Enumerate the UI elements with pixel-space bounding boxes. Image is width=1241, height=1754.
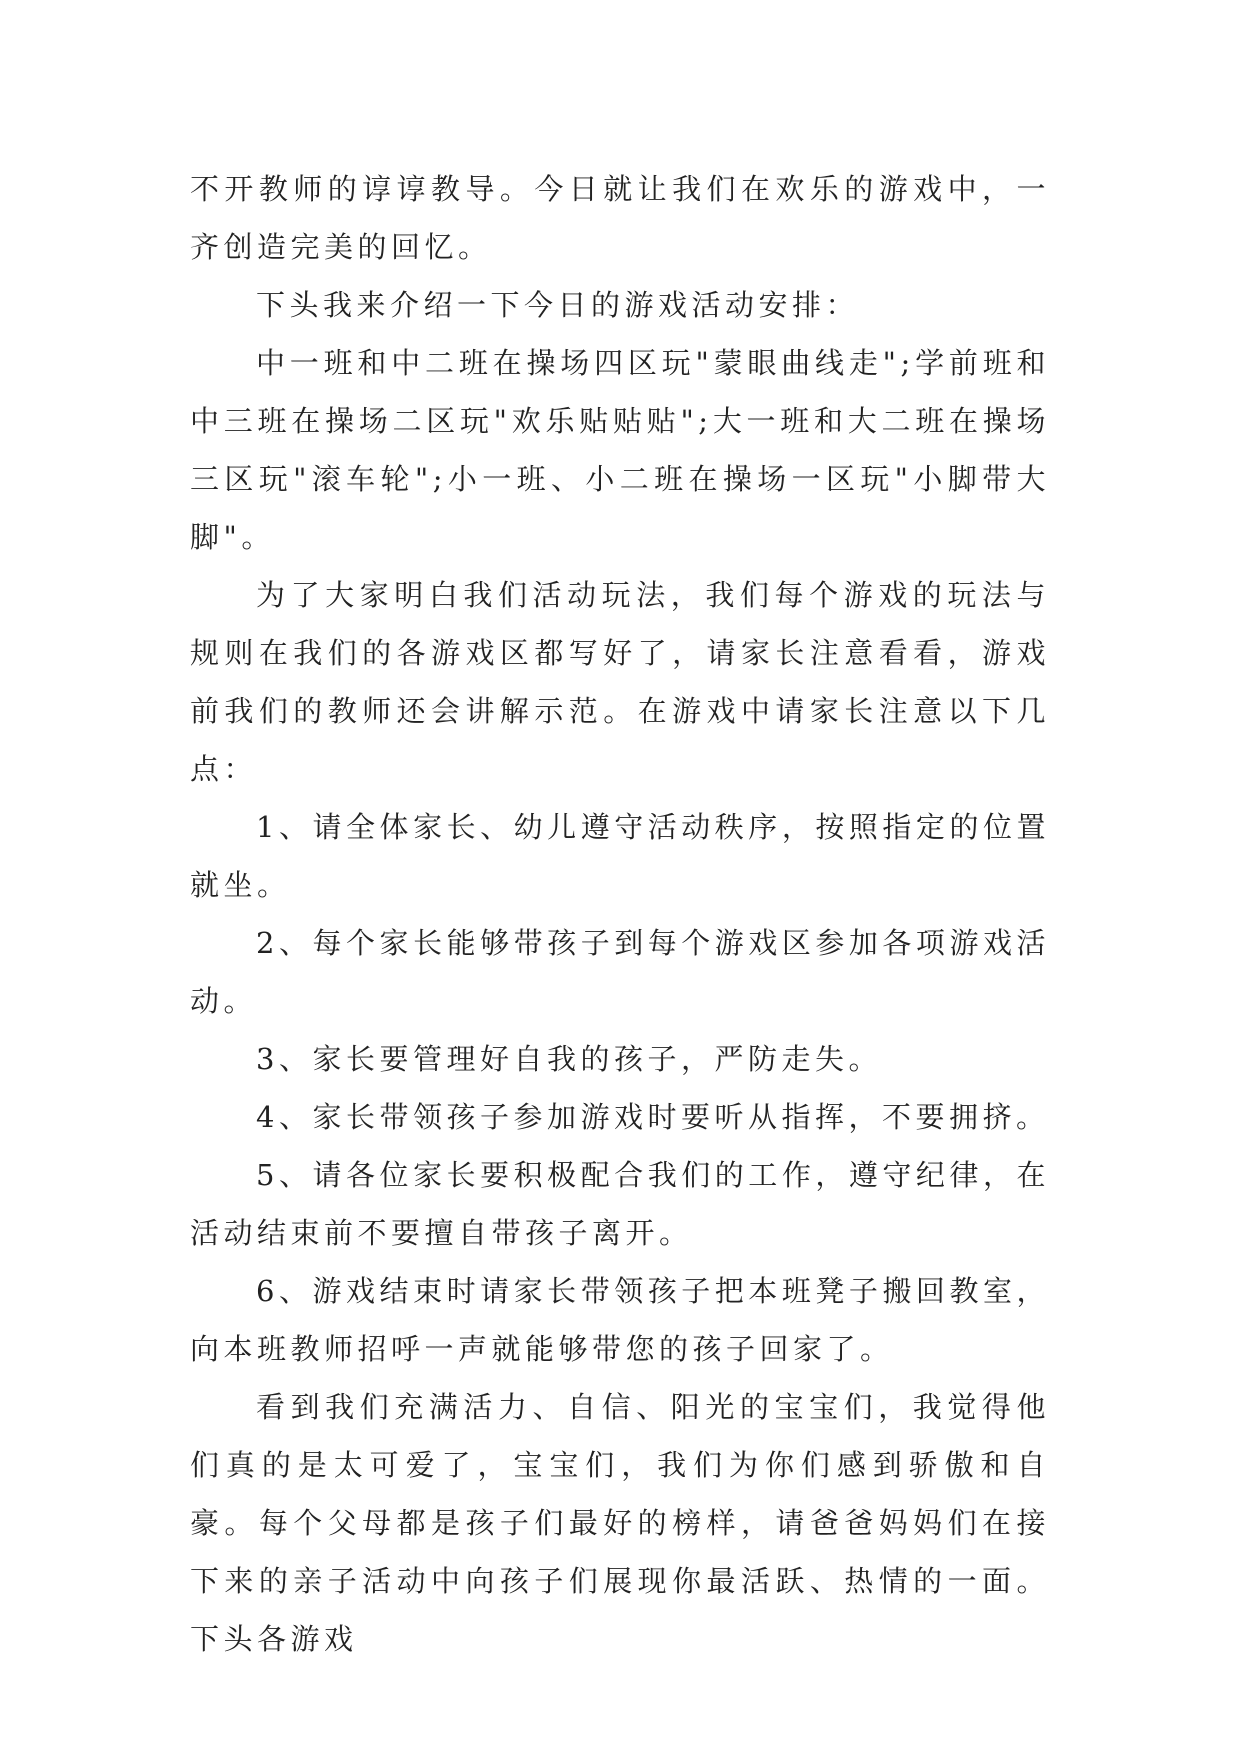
paragraph-closing: 看到我们充满活力、自信、阳光的宝宝们，我觉得他们真的是太可爱了，宝宝们，我们为你们感到骄傲和自豪。每个父母都是孩子们最好的榜样，请爸爸妈妈们在接下来的亲子活动中向孩子们展现你最活跃、热情的一面。下头各游戏 — [190, 1390, 1050, 1656]
paragraph-continued-intro: 不开教师的谆谆教导。今日就让我们在欢乐的游戏中，一齐创造完美的回忆。 — [190, 172, 1050, 264]
paragraph-rules-intro: 为了大家明白我们活动玩法，我们每个游戏的玩法与规则在我们的各游戏区都写好了，请家长注意看看，游戏前我们的教师还会讲解示范。在游戏中请家长注意以下几点： — [190, 578, 1050, 786]
paragraph-rule-3: 3、家长要管理好自我的孩子，严防走失。 — [256, 1042, 882, 1076]
paragraph-rule-6: 6、游戏结束时请家长带领孩子把本班凳子搬回教室，向本班教师招呼一声就能够带您的孩子回家了。 — [190, 1274, 1050, 1366]
paragraph-game-areas: 中一班和中二班在操场四区玩"蒙眼曲线走";学前班和中三班在操场二区玩"欢乐贴贴贴";大一班和大二班在操场三区玩"滚车轮";小一班、小二班在操场一区玩"小脚带大脚"。 — [190, 346, 1050, 554]
paragraph-rule-5: 5、请各位家长要积极配合我们的工作，遵守纪律，在活动结束前不要擅自带孩子离开。 — [190, 1158, 1050, 1250]
paragraph-rule-1: 1、请全体家长、幼儿遵守活动秩序，按照指定的位置就坐。 — [190, 810, 1050, 902]
paragraph-rule-4: 4、家长带领孩子参加游戏时要听从指挥，不要拥挤。 — [256, 1100, 1050, 1134]
paragraph-rule-2: 2、每个家长能够带孩子到每个游戏区参加各项游戏活动。 — [190, 926, 1050, 1018]
paragraph-schedule-intro: 下头我来介绍一下今日的游戏活动安排： — [256, 288, 860, 322]
document-body — [190, 160, 1050, 1668]
